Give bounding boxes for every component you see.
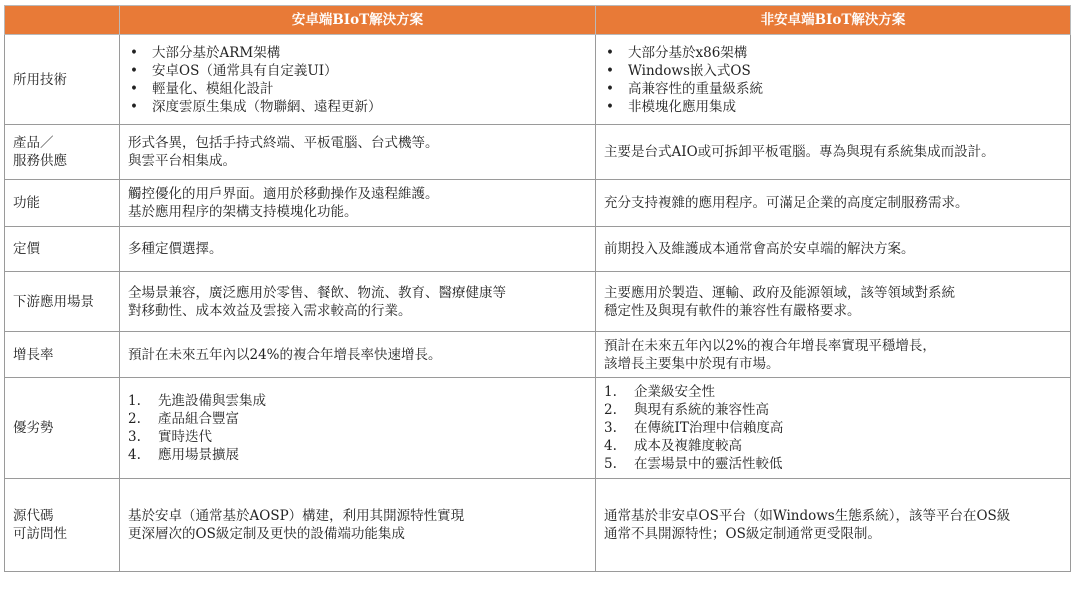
list-text: 產品組合豐富: [158, 411, 239, 427]
row-product: [5, 125, 1071, 180]
list-number: 3.: [128, 429, 141, 445]
row-tech: [5, 35, 1071, 125]
list-number: 2.: [128, 411, 141, 427]
list-number: 3.: [604, 420, 617, 436]
header-android: 安卓端BIoT解決方案: [120, 6, 596, 35]
row-label: 增長率: [5, 332, 120, 378]
list-item: [128, 446, 587, 464]
list-number: 1.: [604, 384, 617, 400]
cell-non-android: [596, 35, 1071, 125]
numbered-list: [604, 383, 1062, 473]
cell-android: 形式各異，包括手持式終端、平板電腦、台式機等。 與雲平台相集成。: [120, 125, 596, 180]
cell-non-android: 主要應用於製造、運輸、政府及能源領域，該等領域對系統 穩定性及與現有軟件的兼容性有嚴格要求。: [596, 272, 1071, 332]
list-text: 先進設備與雲集成: [158, 393, 266, 409]
cell-android: [120, 35, 596, 125]
list-item: [128, 428, 587, 446]
cell-non-android: 充分支持複雜的應用程序。可滿足企業的高度定制服務需求。: [596, 180, 1071, 227]
cell-non-android: 主要是台式AIO或可拆卸平板電腦。專為與現有系統集成而設計。: [596, 125, 1071, 180]
list-item: • 輕量化、模組化設計: [128, 80, 587, 98]
list-item: [604, 455, 1062, 473]
list-item: • 非模塊化應用集成: [604, 98, 1062, 116]
list-item: [604, 401, 1062, 419]
cell-android: 全場景兼容，廣泛應用於零售、餐飲、物流、教育、醫療健康等 對移動性、成本效益及雲接入需求較高的行業。: [120, 272, 596, 332]
row-label: 產品／ 服務供應: [5, 125, 120, 180]
list-text: 企業級安全性: [634, 384, 715, 400]
cell-android: 觸控優化的用戶界面。適用於移動操作及遠程維護。 基於應用程序的架構支持模塊化功能。: [120, 180, 596, 227]
row-downstream: [5, 272, 1071, 332]
list-item: [604, 419, 1062, 437]
cell-android: 預計在未來五年內以24%的複合年增長率快速增長。: [120, 332, 596, 378]
cell-non-android: 前期投入及維護成本通常會高於安卓端的解決方案。: [596, 227, 1071, 272]
list-text: 實時迭代: [158, 429, 212, 445]
bullet-list: [128, 44, 587, 116]
cell-non-android: 預計在未來五年內以2%的複合年增長率實現平穩增長， 該增長主要集中於現有市場。: [596, 332, 1071, 378]
list-item: • 大部分基於ARM架構: [128, 44, 587, 62]
cell-non-android: 通常基於非安卓OS平台（如Windows生態系統），該等平台在OS級 通常不具開源特性；OS級定制通常更受限制。: [596, 479, 1071, 572]
row-pricing: [5, 227, 1071, 272]
cell-android: [120, 378, 596, 479]
list-number: 4.: [604, 438, 617, 454]
cell-android: 多種定價選擇。: [120, 227, 596, 272]
list-item: • 深度雲原生集成（物聯網、遠程更新）: [128, 98, 587, 116]
list-item: • Windows嵌入式OS: [604, 62, 1062, 80]
numbered-list: [128, 392, 587, 464]
list-text: 在傳統IT治理中信賴度高: [634, 420, 784, 436]
list-item: [128, 410, 587, 428]
list-item: • 安卓OS（通常具有自定義UI）: [128, 62, 587, 80]
list-number: 1.: [128, 393, 141, 409]
cell-android: 基於安卓（通常基於AOSP）構建，利用其開源特性實現 更深層次的OS級定制及更快的設備端功能集成: [120, 479, 596, 572]
header-corner: [5, 6, 120, 35]
list-item: • 高兼容性的重量級系統: [604, 80, 1062, 98]
bullet-list: [604, 44, 1062, 116]
row-label: 下游應用場景: [5, 272, 120, 332]
row-label: 定價: [5, 227, 120, 272]
list-item: [604, 437, 1062, 455]
header-non-android: 非安卓端BIoT解決方案: [596, 6, 1071, 35]
row-source: [5, 479, 1071, 572]
comparison-table: [4, 5, 1071, 572]
row-pros-cons: [5, 378, 1071, 479]
list-text: 應用場景擴展: [158, 447, 239, 463]
header-row: [5, 6, 1071, 35]
list-item: • 大部分基於x86架構: [604, 44, 1062, 62]
list-text: 成本及複雜度較高: [634, 438, 742, 454]
list-item: [604, 383, 1062, 401]
row-label: 優劣勢: [5, 378, 120, 479]
list-text: 與現有系統的兼容性高: [634, 402, 769, 418]
list-text: 在雲場景中的靈活性較低: [634, 456, 783, 472]
row-label: 所用技術: [5, 35, 120, 125]
list-number: 4.: [128, 447, 141, 463]
list-number: 2.: [604, 402, 617, 418]
row-label: 源代碼 可訪問性: [5, 479, 120, 572]
row-growth: [5, 332, 1071, 378]
row-label: 功能: [5, 180, 120, 227]
row-function: [5, 180, 1071, 227]
list-number: 5.: [604, 456, 617, 472]
list-item: [128, 392, 587, 410]
cell-non-android: [596, 378, 1071, 479]
